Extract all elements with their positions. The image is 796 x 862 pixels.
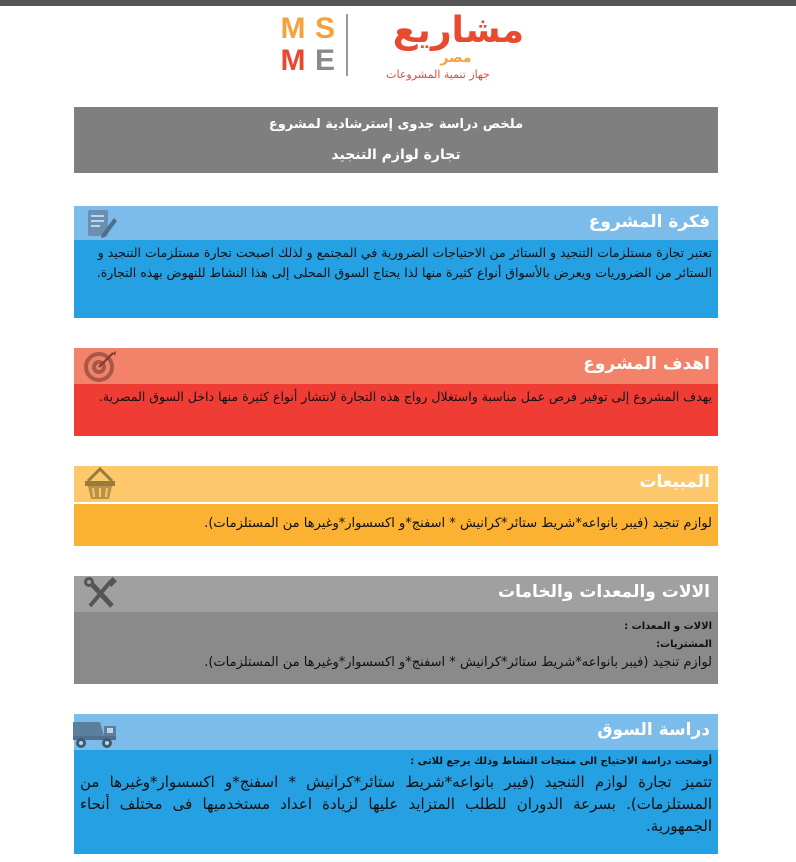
title-box [74,107,718,173]
section-equipment-line-1: الالات و المعدات : [624,621,712,632]
target-icon [80,348,120,384]
section-equipment-header [74,576,718,612]
shopping-basket-icon [80,466,120,502]
logo-subtitle: جهاز تنمية المشروعات [386,68,490,81]
logo-wordmark: مشاريع [392,10,524,51]
section-market-title: دراسة السوق [597,720,710,740]
section-market-body [74,750,718,854]
section-idea-header [74,206,718,242]
section-goal-body [74,384,718,436]
title-line-1: ملخص دراسة جدوى إسترشادية لمشروع [268,117,524,132]
section-equipment-body [74,612,718,684]
section-market-line-1: أوضحت دراسة الاحتياج الى منتجات النشاط وذلك يرجع للاتى : [410,756,712,767]
section-market-header [74,714,718,750]
msme-letter-m2: M [280,44,306,77]
section-goal-text: يهدف المشروع إلى توفير فرص عمل مناسبة واستغلال رواج هذه التجارة لانتشار أنواع كثيرة منها داخل السوق المصرية. [98,389,712,404]
section-sales-body [74,504,718,546]
msme-letter-s: S [314,12,335,45]
section-equipment-text: لوازم تنجيد (فيبر بانواعه*شريط ستائر*كرانيش * اسفنج*و اكسسوار*وغيرها من المستلزمات). [204,655,712,670]
wrench-screwdriver-icon [80,576,120,612]
section-market-text: تتميز تجارة لوازم التنجيد (فيبر بانواعه*شريط ستائر*كرانيش * اسفنج*و اكسسوار*وغيرها من المستلزمات). بسرعة الدوران للطلب المتزايد عليها لزيادة اعداد مستخدميها فى مختلف أنحاء الجمهورية. [80,773,712,835]
section-equipment-line-2: المشتريات: [656,639,712,650]
section-goal-header [74,348,718,384]
notepad-pencil-icon [80,206,120,242]
msme-letter-e: E [314,44,335,77]
section-goal-title: اهدف المشروع [583,354,710,374]
msme-logo [276,12,342,76]
section-sales-title: المبيعات [639,472,710,492]
msme-letter-m1: M [280,12,306,45]
section-idea-body [74,240,718,318]
logo-misr: مصر [440,50,472,66]
logo [276,12,524,84]
title-line-2: تجارة لوازم التنجيد [331,147,461,163]
section-equipment-title: الالات والمعدات والخامات [498,582,710,602]
dump-truck-icon [80,714,120,750]
section-idea-text: تعتبر تجارة مستلزمات التنجيد و الستائر من الاحتياجات الضرورية في المجتمع و لذلك اصبحت تجارة مستلزمات التنجيد و الستائر من الضروريات ويعرض بالأسواق أنواع كثيرة منها لذا يحتاج السوق المحلى إلى هذا النشاط للنهوض بهذه التجارة. [96,245,712,280]
top-border [0,0,796,6]
section-idea-title: فكرة المشروع [588,212,710,232]
section-sales-header [74,466,718,502]
logo-divider [346,14,348,76]
section-sales-text: لوازم تنجيد (فيبر بانواعه*شريط ستائر*كرانيش * اسفنج*و اكسسوار*وغيرها من المستلزمات). [204,516,712,531]
